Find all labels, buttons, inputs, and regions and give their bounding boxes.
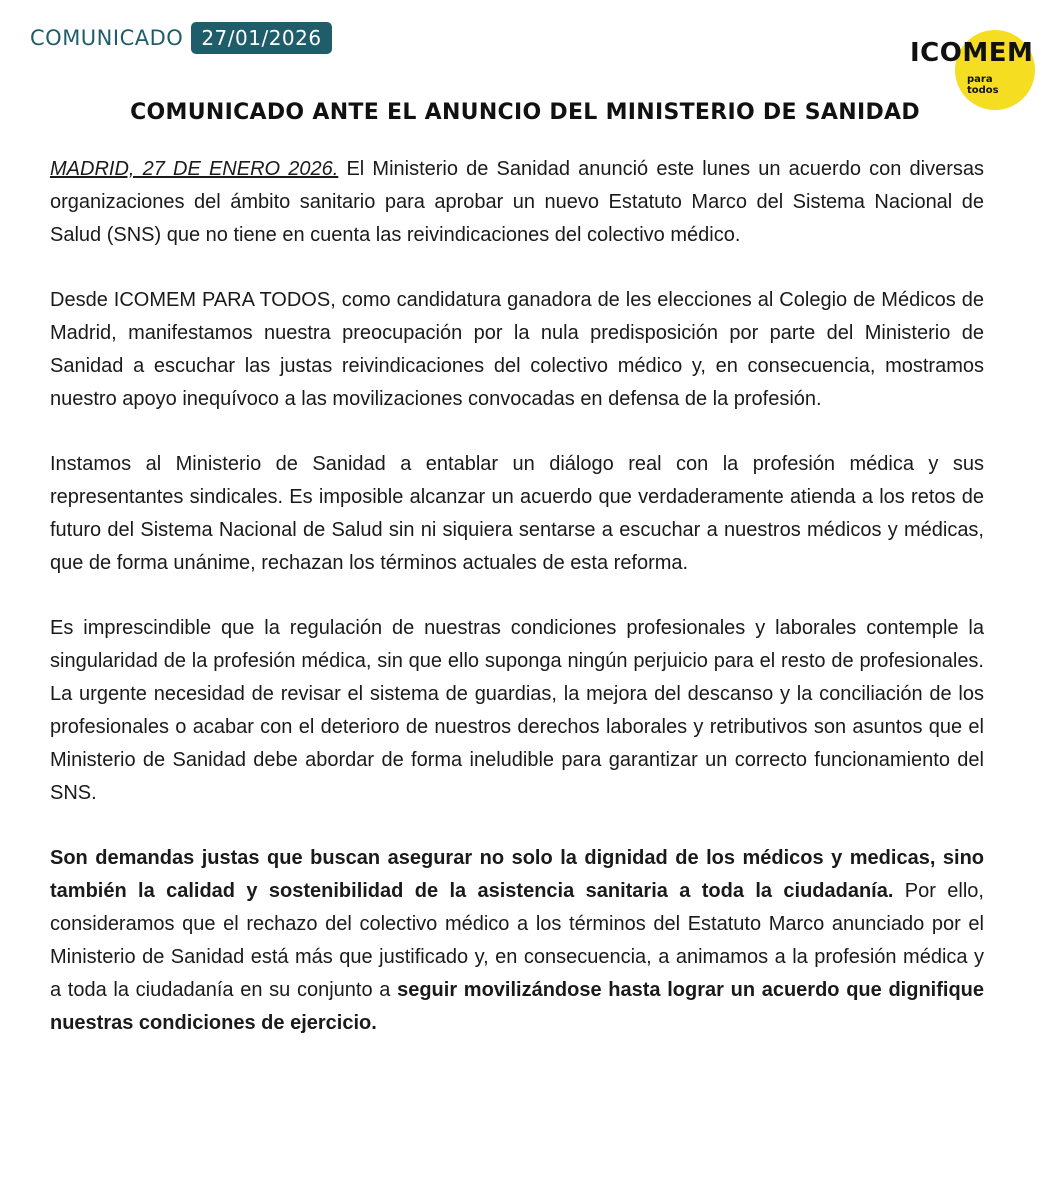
paragraph-5-bold-intro: Son demandas justas que buscan asegurar no solo la dignidad de los médicos y medicas, sino también la calidad y sostenibilidad de la asistencia sanitaria a toda la ciudadanía. bbox=[50, 847, 984, 902]
logo-tagline: para todos bbox=[967, 74, 999, 96]
paragraph-1 bbox=[50, 153, 984, 252]
paragraph-5-text: Por ello, consideramos que el rechazo del colectivo médico a los términos del Estatuto Marco anunciado por el Ministerio de Sanidad está más que justificado y, en consecuencia, a animamos a la profesión médica y a toda la ciudadanía en su conjunto a bbox=[50, 880, 984, 1001]
paragraph-4: Es imprescindible que la regulación de nuestras condiciones profesionales y laborales contemple la singularidad de la profesión médica, sin que ello suponga ningún perjuicio para el resto de profesionales. La urgente necesidad de revisar el sistema de guardias, la mejora del descanso y la conciliación de los profesionales o acabar con el deterioro de nuestros derechos laborales y retributivos son asuntos que el Ministerio de Sanidad debe abordar de forma ineludible para garantizar un correcto funcionamiento del SNS. bbox=[50, 617, 984, 804]
paragraph-5 bbox=[50, 842, 984, 1040]
logo-wordmark: ICOMEM bbox=[910, 38, 1034, 68]
paragraph-1-text: El Ministerio de Sanidad anunció este lunes un acuerdo con diversas organizaciones del ámbito sanitario para aprobar un nuevo Estatuto Marco del Sistema Nacional de Salud (SNS) que no tiene en cuenta las reivindicaciones del colectivo médico. bbox=[50, 158, 984, 246]
communique-label: COMUNICADO bbox=[30, 26, 184, 50]
paragraph-5-bold-close: seguir movilizándose hasta lograr un acuerdo que dignifique nuestras condiciones de ejercicio. bbox=[50, 979, 984, 1034]
communique-date-badge: 27/01/2026 bbox=[191, 22, 331, 54]
document-body bbox=[50, 153, 984, 1072]
document-title: COMUNICADO ANTE EL ANUNCIO DEL MINISTERIO DE SANIDAD bbox=[130, 100, 920, 125]
communique-header bbox=[30, 22, 332, 54]
icomem-logo bbox=[910, 30, 1034, 96]
dateline: MADRID, 27 DE ENERO 2026. bbox=[50, 158, 339, 180]
paragraph-2: Desde ICOMEM PARA TODOS, como candidatura ganadora de les elecciones al Colegio de Médicos de Madrid, manifestamos nuestra preocupación por la nula predisposición por parte del Ministerio de Sanidad a escuchar las justas reivindicaciones del colectivo médico y, en consecuencia, mostramos nuestro apoyo inequívoco a las movilizaciones convocadas en defensa de la profesión. bbox=[50, 289, 984, 410]
paragraph-3: Instamos al Ministerio de Sanidad a entablar un diálogo real con la profesión médica y sus representantes sindicales. Es imposible alcanzar un acuerdo que verdaderamente atienda a los retos de futuro del Sistema Nacional de Salud sin ni siquiera sentarse a escuchar a nuestros médicos y médicas, que de forma unánime, rechazan los términos actuales de esta reforma. bbox=[50, 453, 984, 574]
